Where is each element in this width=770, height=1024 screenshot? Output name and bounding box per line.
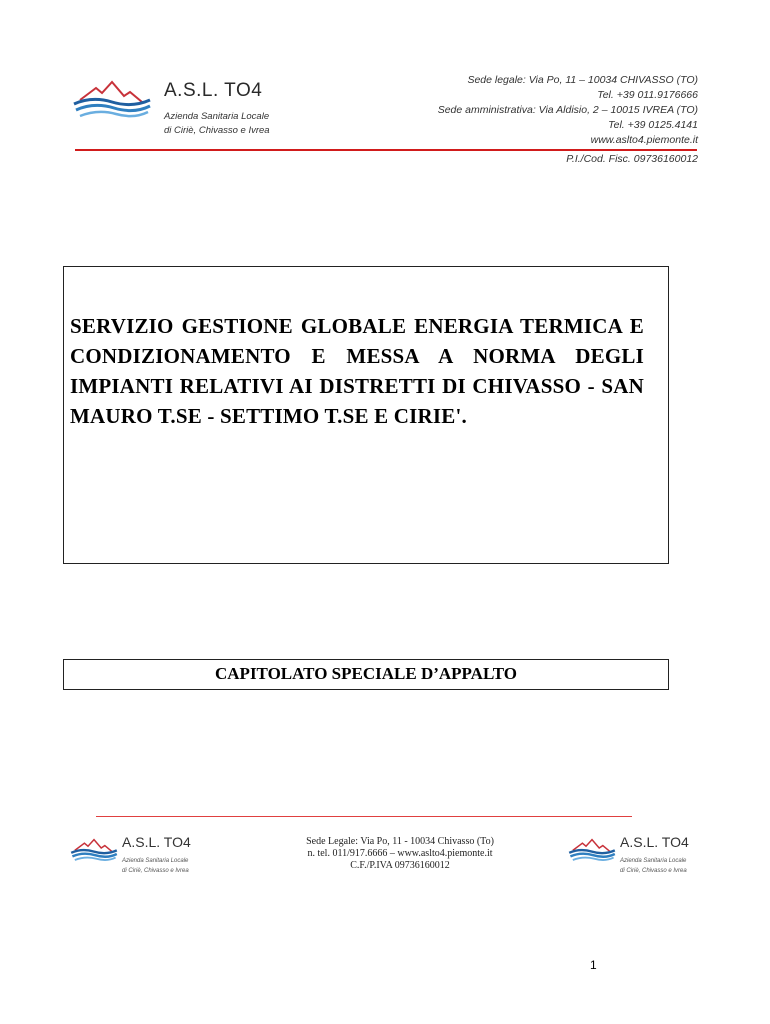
phone-line: Tel. +39 011.9176666 bbox=[597, 89, 698, 101]
subtitle-box bbox=[63, 659, 669, 690]
asl-logo-icon bbox=[70, 836, 118, 866]
brand-name: A.S.L. TO4 bbox=[164, 80, 263, 101]
footer-sub-line2: di Ciriè, Chivasso e Ivrea bbox=[122, 868, 189, 874]
footer-sub-line1: Azienda Sanitaria Locale bbox=[122, 858, 189, 864]
title-box bbox=[63, 266, 669, 564]
footer-brand-left: A.S.L. TO4 bbox=[122, 834, 191, 850]
footer-brand-sub-left bbox=[122, 856, 189, 876]
footer-address-line2: n. tel. 011/917.6666 – www.aslto4.piemonte.it bbox=[307, 848, 493, 859]
website-link[interactable]: www.aslto4.piemonte.it bbox=[590, 134, 698, 146]
footer-brand-right: A.S.L. TO4 bbox=[620, 834, 689, 850]
header-divider bbox=[75, 149, 697, 151]
document-title: SERVIZIO GESTIONE GLOBALE ENERGIA TERMICA E CONDIZIONAMENTO E MESSA A NORMA DEGLI IMPIANTI RELATIVI AI DISTRETTI DI CHIVASSO - SAN MAURO T.SE - SETTIMO T.SE E CIRIE'. bbox=[70, 314, 644, 428]
tax-id: P.I./Cod. Fisc. 09736160012 bbox=[566, 153, 698, 165]
footer-address bbox=[250, 836, 550, 872]
asl-logo-icon bbox=[568, 836, 616, 866]
footer-brand-sub-right bbox=[620, 856, 687, 876]
phone-line: Tel. +39 0125.4141 bbox=[608, 119, 698, 131]
footer-sub-line2: di Ciriè, Chivasso e Ivrea bbox=[620, 868, 687, 874]
footer-divider bbox=[96, 816, 632, 817]
brand-sub-line2: di Ciriè, Chivasso e Ivrea bbox=[164, 125, 270, 136]
address-line: Sede amministrativa: Via Aldisio, 2 – 10015 IVREA (TO) bbox=[437, 104, 698, 116]
document-subtitle: CAPITOLATO SPECIALE D’APPALTO bbox=[215, 664, 517, 683]
footer-address-line3: C.F./P.IVA 09736160012 bbox=[350, 860, 450, 871]
brand-subtitle bbox=[164, 110, 270, 138]
asl-logo-icon bbox=[72, 78, 152, 124]
footer-sub-line1: Azienda Sanitaria Locale bbox=[620, 858, 687, 864]
brand-sub-line1: Azienda Sanitaria Locale bbox=[164, 111, 270, 122]
address-line: Sede legale: Via Po, 11 – 10034 CHIVASSO (TO) bbox=[467, 74, 698, 86]
header-address bbox=[378, 73, 698, 148]
page-number: 1 bbox=[590, 958, 597, 972]
footer-address-line1: Sede Legale: Via Po, 11 - 10034 Chivasso (To) bbox=[306, 836, 494, 847]
